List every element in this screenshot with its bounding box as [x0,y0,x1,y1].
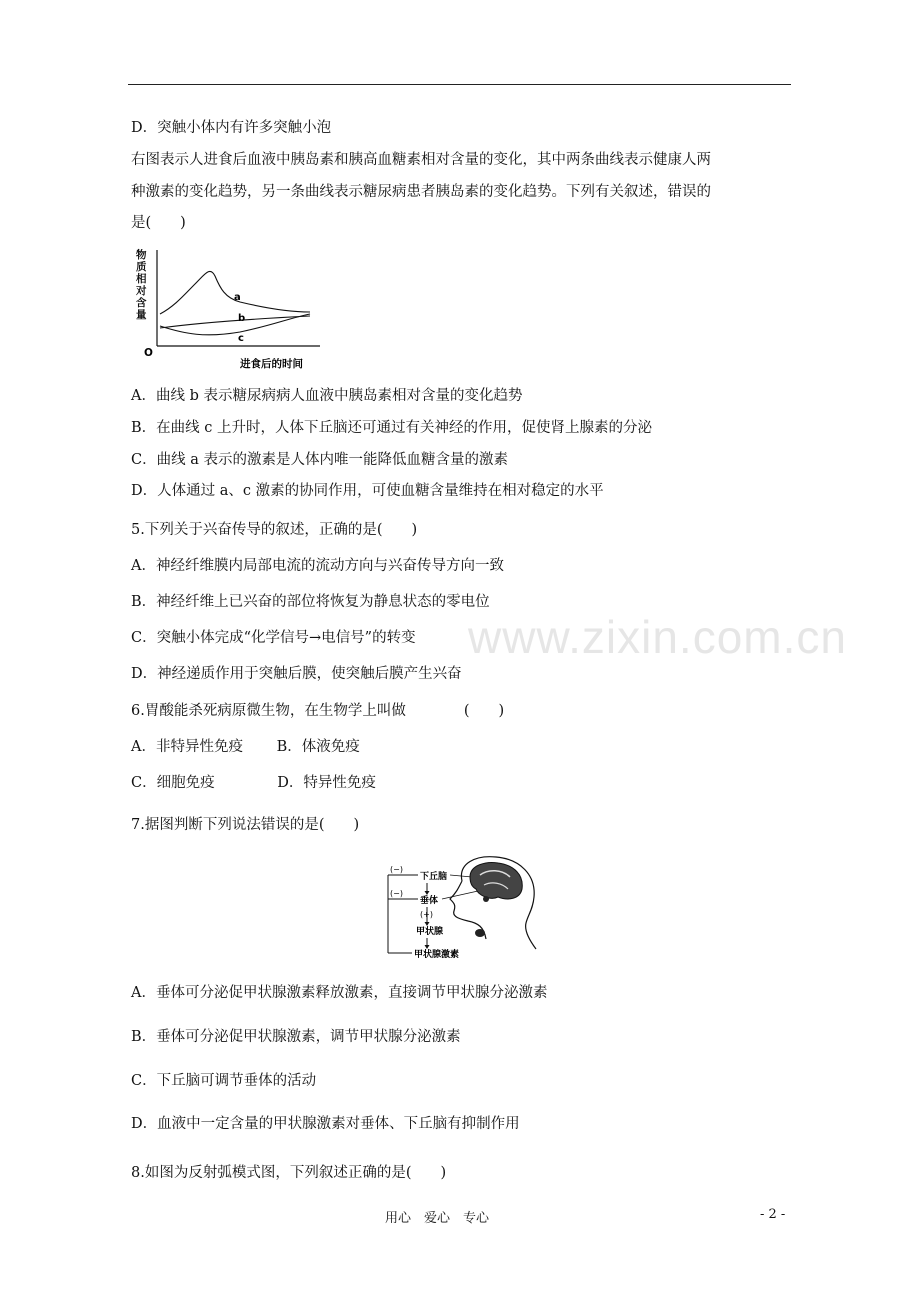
q5-option-b: B．神经纤维上已兴奋的部位将恢复为静息状态的零电位 [131,594,490,610]
svg-text:含: 含 [136,297,147,309]
svg-text:质: 质 [136,261,147,273]
thyroid-label: 甲状腺 [416,927,444,937]
q5-option-a: A．神经纤维膜内局部电流的流动方向与兴奋传导方向一致 [131,558,504,574]
svg-text:量: 量 [136,309,147,321]
curve-b-label: b [238,313,246,324]
pituitary-gland [483,896,489,902]
q5-option-c: C．突触小体完成“化学信号→电信号”的转变 [131,630,416,646]
curve-c-label: c [238,333,244,344]
hormone-curve-figure [130,246,330,374]
q7-option-d: D．血液中一定含量的甲状腺激素对垂体、下丘脑有抑制作用 [131,1116,520,1132]
question-stem-line-3: 是( ) [131,215,186,231]
y-axis-label [135,248,147,321]
option-d-prev: D．突触小体内有许多突触小泡 [131,120,332,136]
q5-option-d: D．神经递质作用于突触后膜，使突触后膜产生兴奋 [131,666,462,682]
origin-label: O [144,347,153,359]
thyroid-hormone-label: 甲状腺激素 [414,950,460,960]
svg-text:相: 相 [136,273,147,285]
question-stem-line-2: 种激素的变化趋势，另一条曲线表示糖尿病患者胰岛素的变化趋势。下列有关叙述，错误的 [131,184,711,200]
q7-option-a: A．垂体可分泌促甲状腺激素释放激素，直接调节甲状腺分泌激素 [131,985,548,1001]
q4-option-c: C．曲线 a 表示的激素是人体内唯一能降低血糖含量的激素 [131,452,508,468]
pituitary-label: 垂体 [420,896,439,906]
hypothalamus-label: 下丘脑 [420,872,448,882]
minus-label-1: (−) [390,865,403,874]
q4-option-d: D．人体通过 a、c 激素的协同作用，可使血糖含量维持在相对稳定的水平 [131,483,604,499]
svg-text:对: 对 [136,285,147,297]
q6-options-ab: A．非特异性免疫 B．体液免疫 [131,739,360,755]
q7-option-b: B．垂体可分泌促甲状腺激素，调节甲状腺分泌激素 [131,1029,461,1045]
x-axis-label: 进食后的时间 [240,358,303,370]
thyroid-gland [475,929,485,937]
brain-shape [470,863,522,899]
question-stem-line-1: 右图表示人进食后血液中胰岛素和胰高血糖素相对含量的变化，其中两条曲线表示健康人两 [131,152,711,168]
q5-stem: 5.下列关于兴奋传导的叙述，正确的是( ) [131,522,418,538]
q6-options-cd: C．细胞免疫 D．特异性免疫 [131,775,376,791]
q4-option-b: B．在曲线 c 上升时，人体下丘脑还可通过有关神经的作用，促使肾上腺素的分泌 [131,420,652,436]
q7-option-c: C．下丘脑可调节垂体的活动 [131,1073,317,1089]
q4-option-a: A．曲线 b 表示糖尿病病人血液中胰岛素相对含量的变化趋势 [131,388,523,404]
minus-label-2: (−) [390,889,403,898]
q7-stem: 7.据图判断下列说法错误的是( ) [131,817,360,833]
curve-b [160,316,310,328]
plus-label: (+) [420,910,433,919]
page-number: - 2 - [760,1207,786,1222]
svg-text:物: 物 [136,249,147,261]
hpt-axis-figure [380,855,538,961]
curve-a-label: a [234,292,241,303]
q6-stem: 6.胃酸能杀死病原微生物，在生物学上叫做 ( ) [131,703,505,719]
q8-stem: 8.如图为反射弧模式图，下列叙述正确的是( ) [131,1165,447,1181]
footer-motto: 用心 爱心 专心 [385,1211,490,1226]
header-rule [128,84,791,85]
watermark: www.zixin.com.cn [468,611,847,663]
